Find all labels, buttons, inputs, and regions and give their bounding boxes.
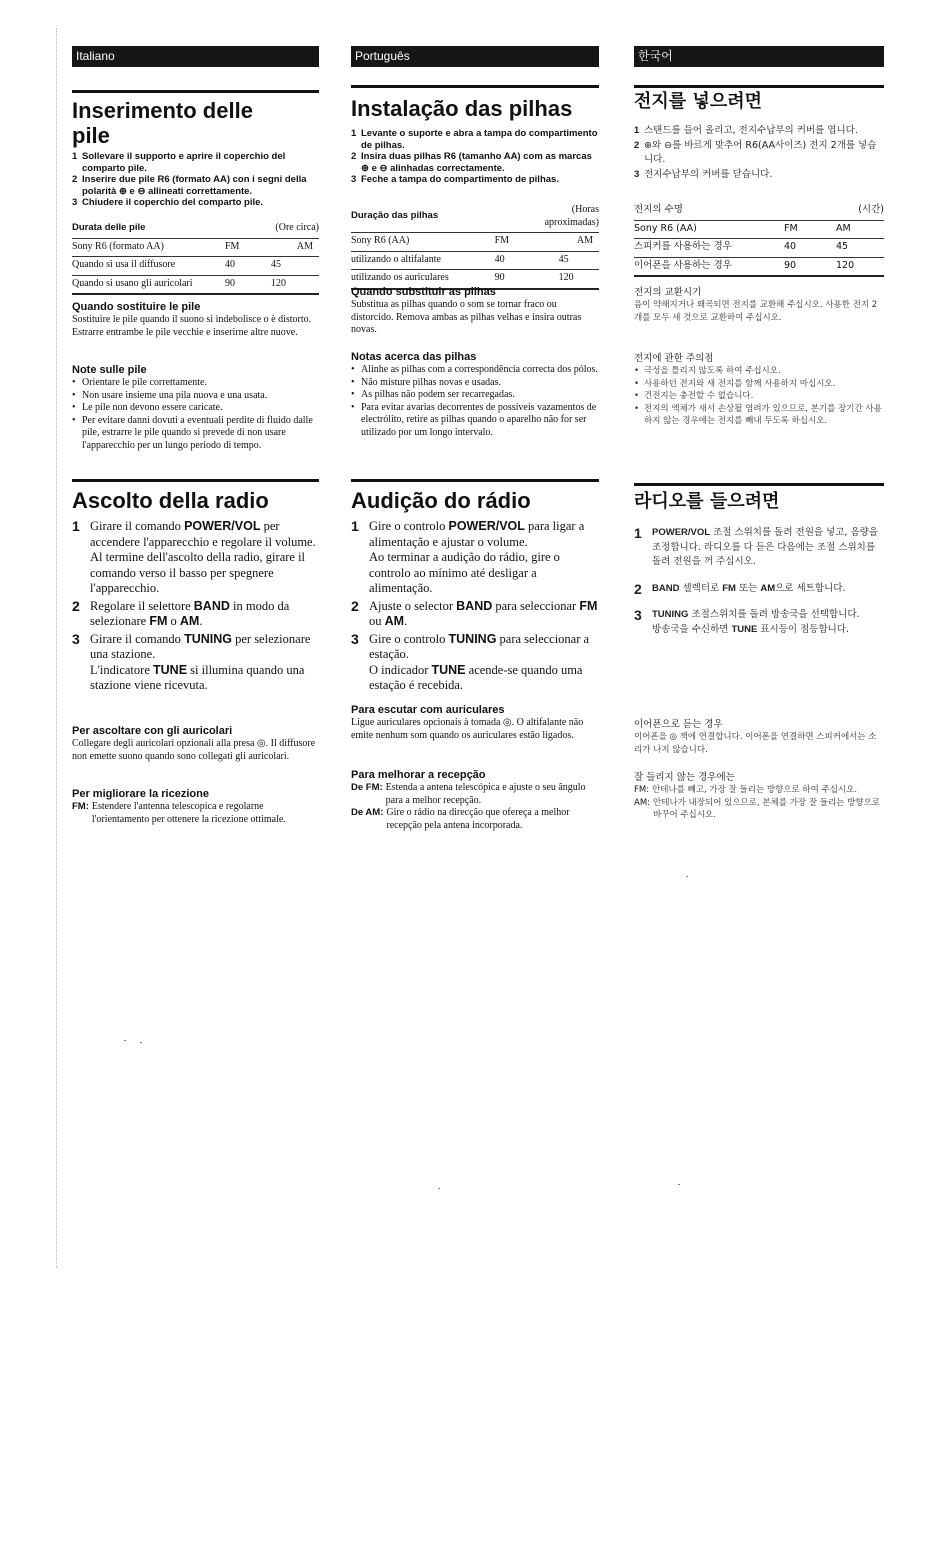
note-item: • 건전지는 충전할 수 없습니다. (634, 390, 884, 403)
section-title-batteries-ko: 전지를 넣으려면 (634, 91, 762, 112)
radio-step-2: 2 Ajuste o selector BAND para seleccionar FM ou AM. (351, 597, 598, 628)
section-title-radio-it: Ascolto della radio (72, 488, 269, 513)
radio-step-3: 3 Girare il comando TUNING per selezionare una stazione. L'indicatore TUNE si illumina quando una stazione viene ricevuta. (72, 630, 311, 692)
earphone-heading: Para escutar com auriculares (351, 704, 505, 716)
radio-step-1: 1 Gire o controlo POWER/VOL para ligar a alimentação e ajustar o volume. Ao terminar a audição do rádio, gire o controlo ao mínimo até desligar a alimentação. (351, 518, 585, 595)
radio-step-1: 1 Girare il comando POWER/VOL per accendere l'apparecchio e regolare il volume. Al termine dell'ascolto della radio, girare il comando verso il basso per spegnere l'apparecchio. (72, 518, 316, 595)
tab-italiano: Italiano (72, 46, 319, 67)
step-1: 1 Sollevare il supporto e aprire il coperchio del comparto pile. (72, 151, 286, 174)
note-item: • Orientare le pile correttamente. (72, 377, 319, 390)
note-item: • 사용하던 전지와 새 전지를 함께 사용하지 마십시오. (634, 378, 884, 391)
step-3: 3 전지수납부의 커버를 닫습니다. (634, 168, 773, 180)
margin-dotted-line (56, 28, 57, 1268)
section-title-radio-pt: Audição do rádio (351, 488, 531, 513)
tab-portugues: Português (351, 46, 599, 67)
notes-heading: 전지에 관한 주의점 (634, 353, 714, 364)
earphone-heading: Per ascoltare con gli auricolari (72, 725, 233, 737)
section-title-batteries-it: Inserimento delle pile (72, 98, 253, 148)
radio-steps-it (72, 519, 319, 694)
earphone-section-pt (351, 703, 599, 742)
section-title-batteries-pt: Instalação das pilhas (351, 96, 573, 121)
note-item: • Não misture pilhas novas e usadas. (351, 377, 599, 390)
notes-section-it (72, 363, 319, 452)
note-item: • Le pile non devono essere caricate. (72, 402, 319, 415)
tab-korean: 한국어 (634, 46, 884, 67)
earphone-text: Collegare degli auricolari opzionali alla presa ◎. Il diffusore non emette suono quando sono collegati gli auricolari. (72, 738, 316, 762)
section-title-radio-ko: 라디오를 들으려면 (634, 491, 780, 512)
replace-heading: Quando substituir as pilhas (351, 286, 496, 298)
radio-steps-pt (351, 519, 599, 694)
replace-heading: 전지의 교환시기 (634, 287, 702, 298)
section-rule (634, 85, 884, 88)
battery-steps-pt (351, 128, 599, 186)
reception-heading: 잘 들리지 않는 경우에는 (634, 772, 735, 783)
step-3: 3 Chiudere il coperchio del comparto pile. (72, 197, 264, 208)
replace-section-pt (351, 285, 599, 337)
note-item: • Non usare insieme una pila nuova e una usata. (72, 390, 319, 403)
speck (124, 1040, 126, 1041)
radio-step-1: 1 POWER/VOL 조절 스위치를 돌려 전원을 넣고, 음량을 조정합니다. 라디오를 다 듣은 다음에는 조절 스위치를 돌려 전원을 꺼 주십시오. (634, 525, 879, 567)
replace-heading: Quando sostituire le pile (72, 301, 201, 313)
replace-section-it (72, 300, 319, 339)
replace-text: 음이 약해지거나 왜곡되면 전지를 교환해 주십시오. 사용한 전지 2개를 모두 새 것으로 교환하여 주십시오. (634, 300, 878, 323)
section-rule (72, 90, 319, 93)
speck (438, 1188, 440, 1189)
radio-step-3: 3 TUNING 조절스위치를 돌려 방송국을 선택합니다. 방송국을 수신하면 TUNE 표시등이 점등합니다. (634, 607, 860, 635)
step-2: 2 Insira duas pilhas R6 (tamanho AA) com as marcas ⊕ e ⊖ alinhadas correctamente. (351, 151, 592, 174)
section-rule (72, 479, 319, 482)
earphone-heading: 이어폰으로 듣는 경우 (634, 719, 723, 730)
radio-step-3: 3 Gire o controlo TUNING para seleccionar a estação. O indicador TUNE acende-se quando uma estação é recebida. (351, 630, 590, 692)
battery-life-table-it: Durata delle pile (Ore circa) Sony R6 (formato AA) FM AM Quando si usa il diffusore 40 45 Quando si usano gli auricolari 90 120 (72, 220, 319, 295)
notes-heading: Note sulle pile (72, 364, 147, 376)
battery-life-table-pt: Duração das pilhas (Horas aproximadas) Sony R6 (AA) FM AM utilizando o altifalante 40 45 utilizando os auriculares 90 120 (351, 202, 599, 290)
note-item: • 극성을 틀리지 않도록 하여 주십시오. (634, 365, 884, 378)
step-2: 2 Inserire due pile R6 (formato AA) con i segni della polarità ⊕ e ⊖ allineati correttamente. (72, 174, 307, 197)
earphone-text: 이어폰을 ◎ 잭에 연결합니다. 이어폰을 연결하면 스피커에서는 소리가 나지 않습니다. (634, 732, 877, 755)
radio-step-2: 2 Regolare il selettore BAND in modo da selezionare FM o AM. (72, 597, 290, 628)
reception-section-pt: Para melhorar a recepção De FM: Estenda a antena telescópica e ajuste o seu ângulo para a melhor recepção. De AM: Gire o rádio na direcção que ofereça a melhor recepção pela antena incorporada. (351, 768, 599, 832)
step-1: 1 Levante o suporte e abra a tampa do compartimento de pilhas. (351, 128, 598, 151)
speck (140, 1042, 142, 1043)
note-item: • Alinhe as pilhas com a correspondência correcta dos pólos. (351, 364, 599, 377)
step-2: 2 ⊕와 ⊖를 바르게 맞추어 R6(AA사이즈) 전지 2개를 넣습니다. (634, 139, 877, 165)
radio-steps-ko (634, 526, 884, 637)
replace-section-ko (634, 286, 884, 324)
note-item: • Per evitare danni dovuti a eventuali perdite di fluido dalle pile, estrarre le pile quando si prevede di non usare l'apparecchio per un lungo periodo di tempo. (72, 415, 319, 453)
reception-section-ko: 잘 들리지 않는 경우에는 FM: 안테나를 빼고, 가장 잘 들리는 방향으로 하여 주십시오. AM: 안테나가 내장되어 있으므로, 본체를 가장 잘 들리는 방향으로 바꾸어 주십시오. (634, 771, 884, 822)
reception-section-it: Per migliorare la ricezione FM: Estendere l'antenna telescopica e regolarne l'orientamento per ottenere la ricezione ottimale. (72, 787, 319, 811)
note-item: • As pilhas não podem ser recarregadas. (351, 389, 599, 402)
battery-steps-ko (634, 124, 884, 182)
notes-section-pt (351, 350, 599, 439)
speck (678, 1184, 680, 1185)
earphone-section-ko (634, 718, 884, 756)
speck (686, 876, 688, 877)
note-item: • 전지의 액체가 새서 손상될 염려가 있으므로, 본기를 장기간 사용하지 않는 경우에는 전지를 빼내 두도록 하십시오. (634, 403, 884, 428)
reception-heading: Para melhorar a recepção (351, 769, 486, 781)
radio-step-2: 2 BAND 셀렉터로 FM 또는 AM으로 세트합니다. (634, 580, 846, 597)
step-3: 3 Feche a tampa do compartimento de pilhas. (351, 174, 559, 185)
notes-heading: Notas acerca das pilhas (351, 351, 477, 363)
notes-section-ko (634, 352, 884, 428)
battery-life-table-ko: 전지의 수명 (시간) Sony R6 (AA) FM AM 스피커를 사용하는 경우 40 45 이어폰을 사용하는 경우 90 120 (634, 202, 884, 277)
earphone-text: Ligue auriculares opcionais à tomada ◎. O altifalante não emite nenhum som quando os auriculares estão ligados. (351, 717, 584, 741)
section-rule (351, 85, 599, 88)
earphone-section-it (72, 724, 319, 763)
reception-heading: Per migliorare la ricezione (72, 788, 209, 800)
section-rule (634, 483, 884, 486)
replace-text: Substitua as pilhas quando o som se tornar fraco ou distorcido. Remova ambas as pilhas velhas e insira outras novas. (351, 299, 582, 335)
replace-text: Sostituire le pile quando il suono si indebolisce o è distorto. Estrarre entrambe le pile vecchie e inserirne altre nuove. (72, 314, 312, 338)
step-1: 1 스탠드를 들어 올리고, 전지수납부의 커버를 엽니다. (634, 125, 858, 136)
battery-steps-it (72, 151, 319, 209)
note-item: • Para evitar avarias decorrentes de possíveis vazamentos de electrólito, retire as pilhas quando o aparelho não for ser utilizado por um longo intervalo. (351, 402, 599, 440)
section-rule (351, 479, 599, 482)
